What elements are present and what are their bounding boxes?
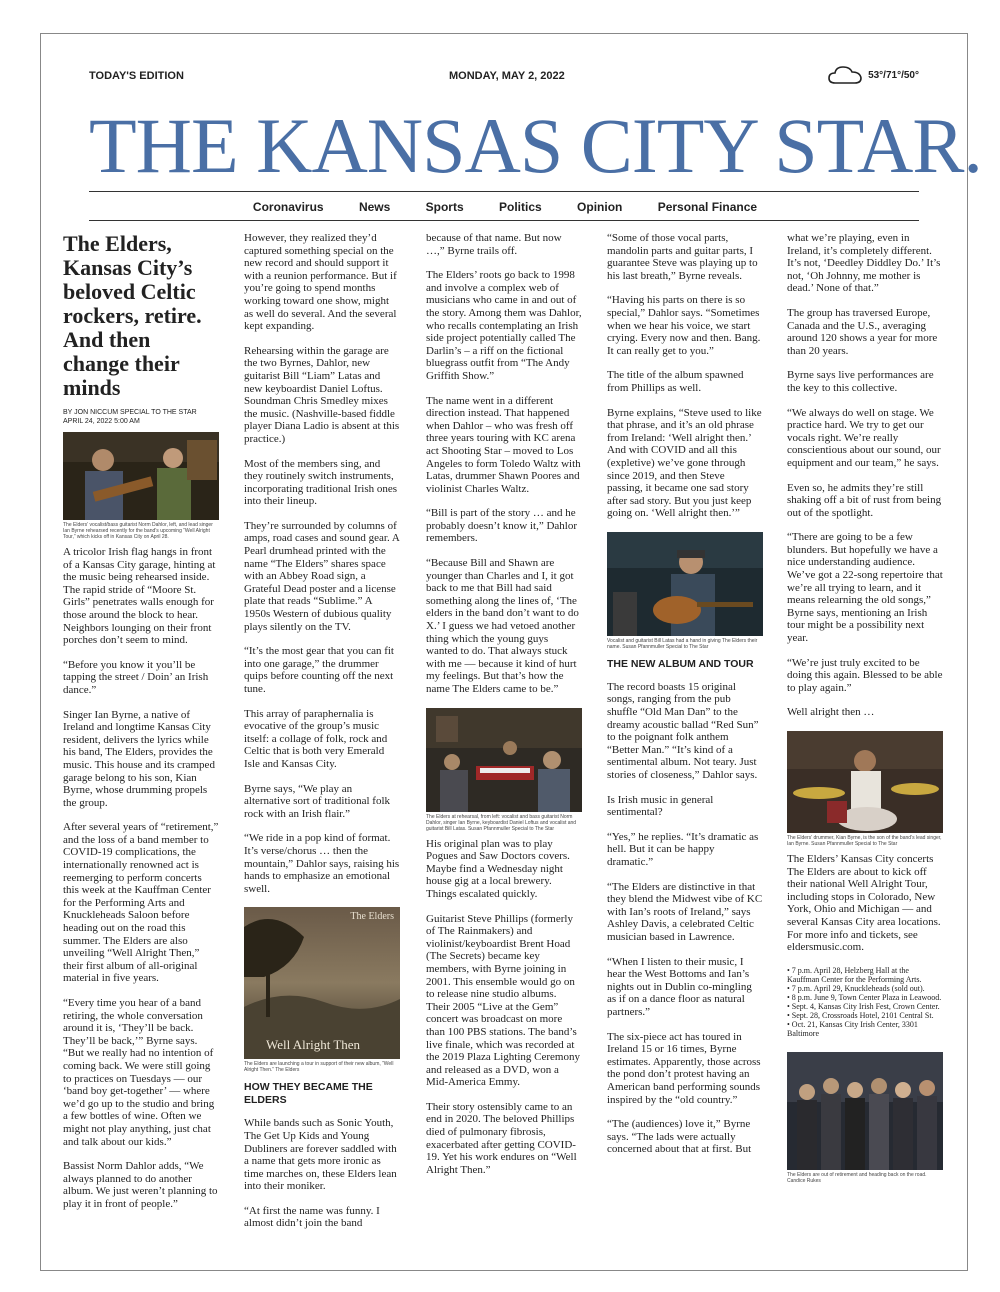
paragraph: Is Irish music in general sentimental? (607, 793, 714, 819)
photo-caption: The Elders’ drummer, Kian Byrne, is the son of the band’s lead singer, Ian Byrne. Susan Pfannmuller Special to The Star (787, 835, 942, 847)
paragraph: “Bill is part of the story … and he probably doesn’t know it,” Dahlor remembers. (426, 507, 578, 545)
event-item: • 7 p.m. April 28, Helzberg Hall at the Kauffman Center for the Performing Arts. (787, 965, 922, 984)
paragraph: “It’s the most gear that you can fit into one garage,” the drummer quips before counting off the next tune. (244, 645, 394, 695)
event-list (787, 966, 943, 1038)
weather-text: 53°/71°/50° (868, 69, 919, 81)
top-bar (89, 70, 919, 90)
paragraph: “Yes,” he replies. “It’s dramatic as hell. But it can be happy dramatic.” (607, 830, 759, 868)
event-item: • Sept. 28, Crossroads Hotel, 2101 Central St. (787, 1010, 934, 1020)
paragraph: Singer Ian Byrne, a native of Ireland and longtime Kansas City resident, delivers the lyrics while his band, The Elders, provides the music. This house and its cramped garage belong to his son, Kian Byrne, whose drumming propels the group. (63, 708, 215, 809)
paragraph: “The (audiences) love it,” Byrne says. “The lads were actually concerned about that at first. But (607, 1118, 752, 1156)
paragraph: Bassist Norm Dahlor adds, “We always planned to do another album. We just weren’t planning to play it in front of people.” (63, 1160, 218, 1210)
event-item: • 8 p.m. June 9, Town Center Plaza in Leawood. (787, 992, 942, 1002)
photo-caption: The Elders are out of retirement and heading back on the road. Candice Rukes (787, 1171, 927, 1184)
paragraph: Byrne explains, “Steve used to like that phrase, and it’s an old phrase from Ireland: ‘Well alright then.’ And with COVID and all this (expletive) we’ve gone through since 2019, and then Steve passing, it became one sad story after sad story. But you just keep going on. ‘Well alright then.’” (607, 406, 762, 520)
paragraph: “Every time you hear of a band retiring, the whole conversation around it is, ‘They’ll be back. They’ll be back,’” Byrne says. “But we really had no intention of coming back. We were still going to practices on Tuesdays — our ‘band boy get-together’ — where we’d go up to the studio and bring a few bottles of wine. Often we might not play anything, just chat and talk about our kids.” (63, 997, 215, 1148)
paragraph: “Before you know it you’ll be tapping the street / Doin’ an Irish dance.” (63, 658, 209, 696)
dateline: APRIL 24, 2022 5:00 AM (63, 418, 140, 425)
paragraph: The name went in a different direction instead. That happened when Dahlor – who was fresh off three years touring with KC arena act Shooting Star – moved to Los Angeles to form Toledo Waltz with Latas, drummer Shawn Poores and violinist Charles Waltz. (426, 394, 581, 495)
subhead: THE NEW ALBUM AND TOUR (607, 657, 754, 670)
photo-drummer[interactable] (787, 731, 943, 833)
paragraph: “Some of those vocal parts, mandolin parts and guitar parts, I guarantee Steve was playing up to his last breath,” Byrne reveals. (607, 232, 758, 282)
nav-personal-finance[interactable]: Personal Finance (657, 200, 758, 214)
cloud-icon (827, 64, 865, 86)
paragraph: They’re surrounded by columns of amps, road cases and sound gear. A Pearl drumhead printed with the name “The Elders” shares space with an Abbey Road sign, a Grateful Dead poster and a license plate that reads “Sublime.” A 1950s Western of dubious quality plays silently on the TV. (244, 519, 400, 633)
paragraph: His original plan was to play Pogues and Saw Doctors covers. Maybe find a Wednesday night house gig at a local brewery. Things escalated quickly. (426, 837, 570, 900)
paragraph: because of that name. But now …,” Byrne trails off. (426, 232, 562, 257)
photo-rehearsal-band[interactable] (426, 708, 582, 812)
paragraph: what we’re playing, even in Ireland, it’s completely different. It’s not, ‘Deedley Diddley Do.’ It’s not, ‘Oh Johnny, me mother is dead.’ None of that.” (787, 232, 941, 295)
photo-rehearsal[interactable] (63, 432, 219, 520)
paragraph: Byrne says live performances are the key to this collective. (787, 369, 934, 394)
album-cover[interactable] (244, 907, 400, 1059)
paragraph: “There are going to be a few blunders. But hopefully we have a nice understanding audience. We’ve got a 22-song repertoire that we’re all trying to learn, and it means relearning the old songs,” Byrne says, mentioning an Irish tour might be a possibility next year. (787, 531, 943, 645)
column-2 (244, 232, 400, 1242)
event-item: • Oct. 21, Kansas City Irish Center, 3301 Baltimore (787, 1019, 918, 1038)
photo-caption: The Elders at rehearsal, from left: vocalist and bass guitarist Norm Dahlor, singer Ian Byrne, keyboardist Daniel Loftus and vocalist and guitarist Bill Latas. Susan Pfannmuller Special to The Star (426, 813, 577, 832)
nav-opinion[interactable]: Opinion (577, 200, 623, 214)
event-item: • 7 p.m. April 29, Knuckleheads (sold out). (787, 983, 925, 993)
paragraph: While bands such as Sonic Youth, The Get Up Kids and Young Dubliners are forever saddled with a name that gets more ironic as time marches on, these Elders lean into their moniker. (244, 1117, 397, 1193)
paragraph: Most of the members sing, and they routinely switch instruments, incorporating traditional Irish ones into their lineup. (244, 457, 398, 508)
paragraph: Byrne says, “We play an alternative sort of traditional folk rock with an Irish flair.” (244, 782, 391, 820)
column-1 (63, 232, 219, 1223)
event-item: • Sept. 4, Kansas City Irish Fest, Crown Center. (787, 1001, 940, 1011)
paragraph: Their story ostensibly came to an end in 2020. The beloved Phillips died of pulmonary fibrosis, exacerbated after getting COVID-19. Yet his work endures on “Well Alright Then.” (426, 1100, 577, 1176)
paragraph: After several years of “retirement,” and the loss of a band member to COVID-19 complications, the internationally renowned act is reemerging to perform concerts this week at the Kauffman Center for the Performing Arts and Knuckleheads Saloon before heading out on the road this summer. The Elders are also unveiling “Well Alright Then,” their first album of all-original material in five years. (63, 821, 219, 985)
paragraph: The record boasts 15 original songs, ranging from the pub shuffle “Old Man Dan” to the dreamy acoustic ballad “Red Sun” to the poignant folk anthem “Better Man.” “It’s kind of a sentimental album. Not teary. Just stories of closeness,” Dahlor says. (607, 680, 759, 782)
paragraph: Well alright then … (787, 706, 875, 719)
newspaper-page (40, 33, 982, 1271)
date-label: MONDAY, MAY 2, 2022 (449, 70, 565, 82)
paragraph: “When I listen to their music, I hear the West Bottoms and Ian’s nights out in Dublin co-mingling as if on a dance floor as natural partners.” (607, 955, 752, 1018)
paragraph: The group has traversed Europe, Canada and the U.S., averaging around 120 shows a year for more than 20 years. (787, 306, 938, 357)
paragraph: The title of the album spawned from Phillips as well. (607, 369, 744, 394)
paragraph: “We’re just truly excited to be doing this again. Blessed to be able to play again.” (787, 656, 943, 694)
column-5 (787, 232, 943, 1190)
photo-band-group[interactable] (787, 1052, 943, 1170)
weather (827, 64, 919, 86)
paragraph: “The Elders are distinctive in that they blend the Midwest vibe of KC with Ian’s roots of Ireland,” says Ashley Davis, a celebrated Celtic musician based in Lawrence. (607, 880, 763, 943)
paragraph: The Elders’ Kansas City concerts The Elders are about to kick off their national Well Alright Tour, including stops in Colorado, New York, Ohio and Michigan — and several Kansas City area locations. For more info and tickets, see eldersmusic.com. (787, 853, 941, 954)
photo-caption: The Elders’ vocalist/bass guitarist Norm Dahlor, left, and lead singer Ian Byrne rehearsed recently for the band’s upcoming “Well Alright Tour,” which kicks off in Kansas City on April 28. (63, 522, 213, 540)
masthead[interactable]: THE KANSAS CITY STAR. (89, 102, 982, 189)
edition-label: TODAY'S EDITION (89, 70, 184, 82)
paragraph: “Because Bill and Shawn are younger than Charles and I, it got back to me that Bill had said something along the lines of, ‘The elders in the band don’t want to do X.’ I guess we had vetoed another thing which the young guys wanted to do. That always stuck with me — because it kind of hurt my feelings. But that’s how the name The Elders came to be.” (426, 557, 579, 695)
paragraph: “We always do well on stage. We practice hard. We try to get our vocals right. We’re really conscientious about our sound, our equipment and our team,” he says. (787, 406, 941, 469)
paragraph: “Having his parts on there is so special,” Dahlor says. “Sometimes when we hear his voice, we start crying. Every now and then. Bang. It can really get to you.” (607, 294, 761, 357)
photo-caption: Vocalist and guitarist Bill Latas had a hand in giving The Elders their name. Susan Pfannmuller Special to The Star (607, 637, 758, 650)
section-nav (41, 200, 969, 214)
column-3 (426, 232, 582, 1188)
divider (89, 191, 919, 192)
paragraph: “At first the name was funny. I almost didn’t join the band (244, 1204, 380, 1230)
byline: BY JON NICCUM SPECIAL TO THE STAR (63, 409, 197, 416)
photo-caption: The Elders are launching a tour in support of their new album, “Well Alright Then.” The Elders (244, 1061, 394, 1074)
paragraph: This array of paraphernalia is evocative of the group’s music itself: a collage of folk, rock and Celtic that is both very Emerald Isle and Kansas City. (244, 707, 388, 770)
divider (89, 220, 919, 221)
column-4 (607, 232, 763, 1168)
nav-sports[interactable]: Sports (425, 200, 464, 214)
subhead: HOW THEY BECAME THE ELDERS (244, 1081, 373, 1107)
nav-politics[interactable]: Politics (499, 200, 542, 214)
paragraph: Rehearsing within the garage are the two Byrnes, Dahlor, new guitarist Bill “Liam” Latas and new keyboardist Daniel Loftus. Soundman Chris Smedley mixes the music. (Nashville-based fiddle player Diana Ladio is absent at this practice.) (244, 344, 400, 445)
paragraph: The Elders’ roots go back to 1998 and involve a complex web of musicians who came in and out of the story. Among them was Dahlor, who recalls contemplating an Irish side project potentially called The Darlin’s – a riff on the fictional bluegrass outfit from “The Andy Griffith Show.” (426, 269, 582, 382)
paragraph: Even so, he admits they’re still shaking off a bit of rust from being out of the spotlight. (787, 481, 942, 519)
paragraph: The six-piece act has toured in Ireland 15 or 16 times, Byrne estimates. Apparently, those across the pond don’t protest having an American band performing sounds inspired by the “old country.” (607, 1030, 761, 1106)
photo-guitarist[interactable] (607, 532, 763, 636)
nav-coronavirus[interactable]: Coronavirus (252, 200, 324, 214)
album-band-name: The Elders (350, 911, 394, 923)
paragraph: “We ride in a pop kind of format. It’s verse/chorus … then the mountain,” Dahlor says, raising his hands to emphasize an emotional swell. (244, 832, 400, 895)
paragraph: A tricolor Irish flag hangs in front of a Kansas City garage, hinting at the music being rehearsed inside. The rapid stride of “Moore St. Girls” penetrates walls enough for those around the block to hear. Neighbors lounging on their front porches don’t seem to mind. (63, 546, 216, 647)
headline: The Elders, Kansas City’s beloved Celtic rockers, retire. And then change their minds (63, 231, 202, 400)
paragraph: However, they realized they’d captured something special on the new record and should support it with a reunion performance. But if you’re going to spend months working toward one show, might as well do several. And the several kept expanding. (244, 232, 397, 333)
paragraph: Guitarist Steve Phillips (formerly of The Rainmakers) and violinist/keyboardist Brent Hoad (The Secrets) became key members, with Byrne joining in 2001. This ensemble would go on to release nine studio albums. Their 2005 “Live at the Gem” concert was broadcast on more than 100 PBS stations. The band’s live finale, which was recorded at the 2019 Plaza Lighting Ceremony and released as a DVD, won a Mid-America Emmy. (426, 912, 580, 1089)
album-title: Well Alright Then (266, 1036, 361, 1052)
nav-news[interactable]: News (358, 200, 391, 214)
